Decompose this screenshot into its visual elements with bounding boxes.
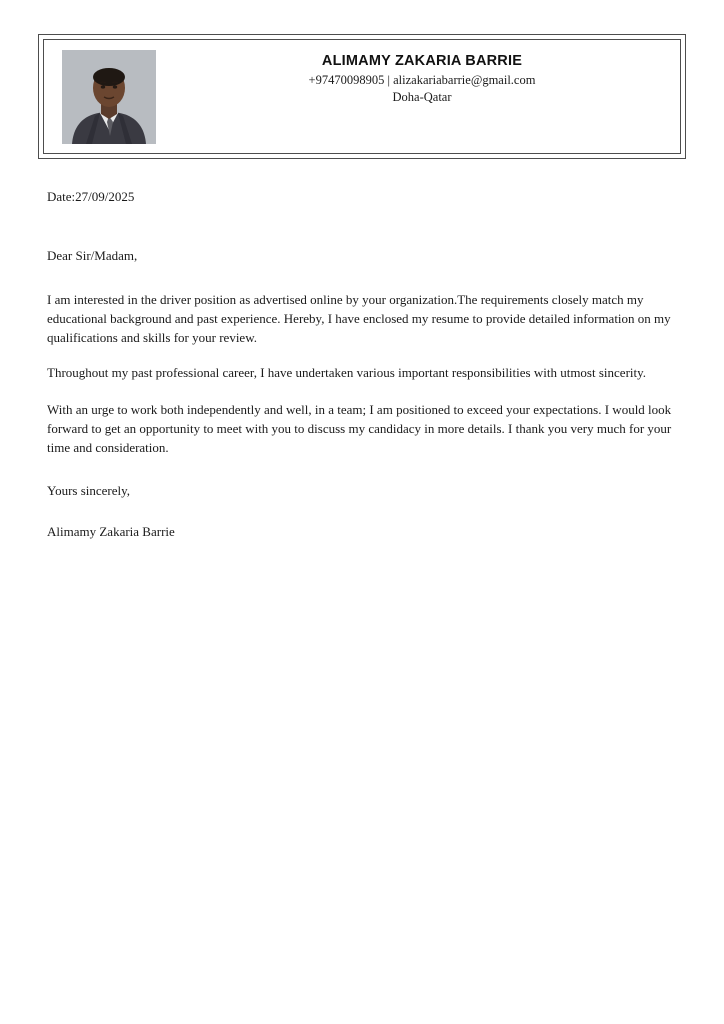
candidate-contact: +97470098905 | alizakariabarrie@gmail.com	[308, 73, 536, 87]
letter-signature: Alimamy Zakaria Barrie	[47, 524, 175, 539]
candidate-location: Doha-Qatar	[392, 90, 452, 104]
letter-closing: Yours sincerely,	[47, 483, 131, 498]
letter-salutation: Dear Sir/Madam,	[47, 248, 138, 263]
letter-paragraph-1: I am interested in the driver position as advertised online by your organization.The requirements closely match my educational background and past experience. Hereby, I have enclosed my resume to provide detailed information on my qualifications and skills for your review.	[47, 292, 671, 345]
letter-date: Date:27/09/2025	[47, 189, 135, 204]
letterhead-frame	[38, 34, 686, 159]
letter-paragraph-3: With an urge to work both independently and well, in a team; I am positioned to exceed your expectations. I would look forward to get an opportunity to meet with you to discuss my candidacy in more details. I thank you very much for your time and consideration.	[47, 402, 672, 455]
letter-paragraph-2: Throughout my past professional career, I have undertaken various important responsibilities with utmost sincerity.	[47, 365, 647, 380]
letterhead-text	[174, 52, 670, 106]
candidate-name: ALIMAMY ZAKARIA BARRIE	[321, 53, 523, 69]
portrait-image	[62, 50, 156, 144]
letterhead-inner-frame	[43, 39, 681, 154]
applicant-photo	[62, 50, 156, 144]
letter-body	[47, 188, 687, 541]
